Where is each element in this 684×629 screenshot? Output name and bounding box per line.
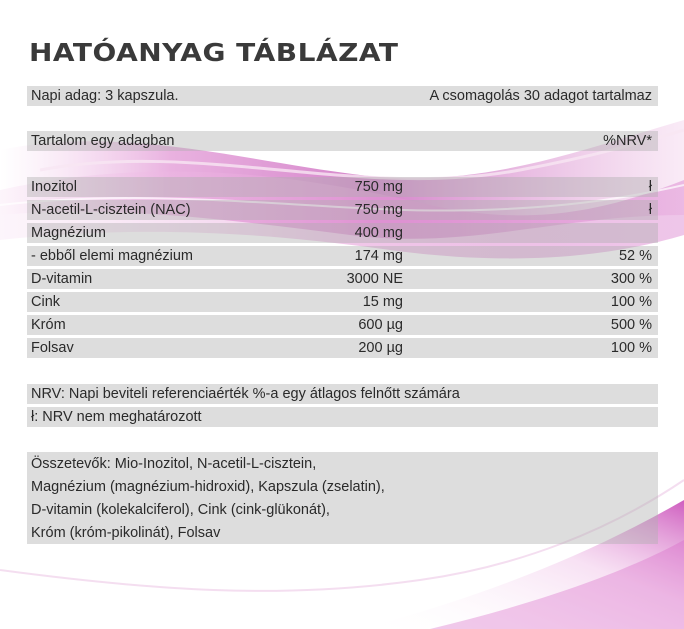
ingredient-amount: 174 mg — [354, 248, 403, 264]
table-row — [27, 315, 658, 335]
ingredients-line: Króm (króm-pikolinát), Folsav — [31, 525, 221, 541]
daily-dose-text: Napi adag: 3 kapszula. — [31, 88, 179, 104]
ingredients-line: D-vitamin (kolekalciferol), Cink (cink-glükonát), — [31, 502, 330, 518]
table-row — [27, 269, 658, 289]
content-header-row — [27, 131, 658, 151]
table-row — [27, 246, 658, 266]
ingredient-nrv: 300 % — [610, 271, 652, 287]
ingredient-amount: 3000 NE — [346, 271, 403, 287]
table-row — [27, 177, 658, 197]
table-row — [27, 223, 658, 243]
ingredient-amount: 750 mg — [354, 202, 403, 218]
ingredient-name: Króm — [31, 317, 66, 333]
table-row — [27, 338, 658, 358]
ingredient-name: D-vitamin — [31, 271, 93, 287]
ingredient-name: N-acetil-L-cisztein (NAC) — [31, 202, 191, 218]
ingredient-name: - ebből elemi magnézium — [31, 248, 193, 264]
page-title: HATÓANYAG TÁBLÁZAT — [29, 38, 399, 68]
ingredient-nrv: ł — [648, 202, 652, 218]
dose-row — [27, 86, 658, 106]
ingredient-amount: 200 µg — [358, 340, 403, 356]
ingredient-nrv: 52 % — [618, 248, 652, 264]
ingredients-line: Magnézium (magnézium-hidroxid), Kapszula (zselatin), — [31, 479, 385, 495]
ingredient-nrv: 100 % — [610, 340, 652, 356]
ingredient-amount: 15 mg — [362, 294, 403, 310]
table-row — [27, 292, 658, 312]
ingredient-name: Folsav — [31, 340, 74, 356]
undefined-note: ł: NRV nem meghatározott — [31, 409, 202, 425]
ingredient-amount: 750 mg — [354, 179, 403, 195]
ingredient-amount: 400 mg — [354, 225, 403, 241]
ingredient-name: Inozitol — [31, 179, 77, 195]
table-row — [27, 200, 658, 220]
ingredient-name: Cink — [31, 294, 61, 310]
ingredient-nrv: ł — [648, 179, 652, 195]
content-header-label: Tartalom egy adagban — [31, 133, 175, 149]
ingredient-amount: 600 µg — [358, 317, 403, 333]
nrv-note-row — [27, 384, 658, 404]
undefined-note-row — [27, 407, 658, 427]
package-text: A csomagolás 30 adagot tartalmaz — [429, 88, 652, 104]
ingredient-name: Magnézium — [31, 225, 106, 241]
ingredients-line: Összetevők: Mio-Inozitol, N-acetil-L-cisztein, — [31, 456, 317, 472]
nrv-header: %NRV* — [603, 133, 652, 149]
nrv-note: NRV: Napi beviteli referenciaérték %-a egy átlagos felnőtt számára — [31, 386, 460, 402]
ingredient-nrv: 500 % — [610, 317, 652, 333]
ingredient-nrv: 100 % — [610, 294, 652, 310]
